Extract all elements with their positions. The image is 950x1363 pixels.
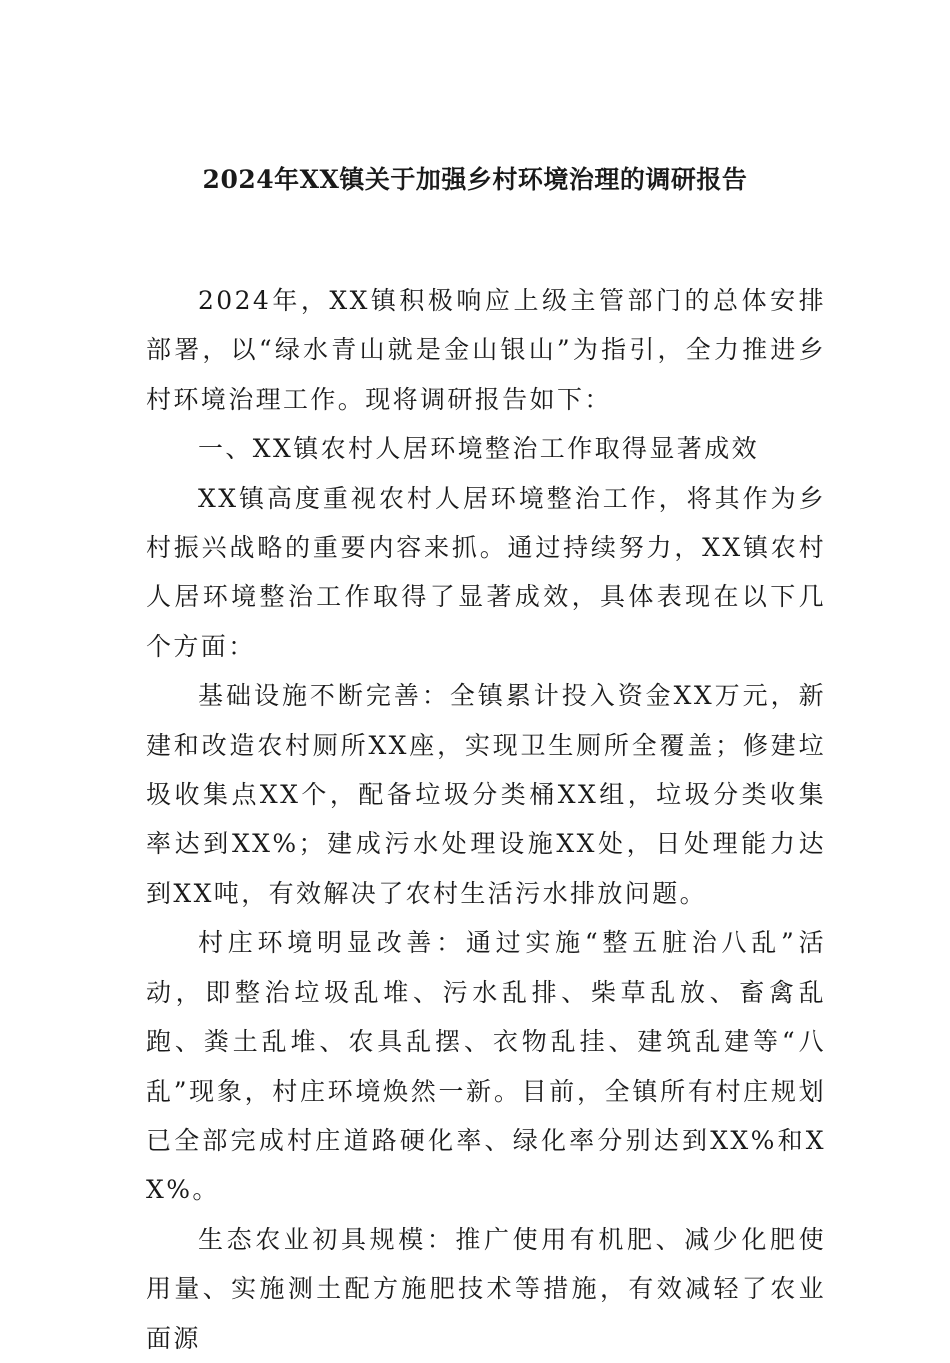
section-heading-1: 一、XX镇农村人居环境整治工作取得显著成效	[198, 434, 759, 464]
paragraph-intro: 2024年，XX镇积极响应上级主管部门的总体安排部署，以“绿水青山就是金山银山”为指引，全力推进乡村环境治理工作。现将调研报告如下：	[146, 286, 826, 414]
document-title: 2024年XX镇关于加强乡村环境治理的调研报告	[202, 165, 748, 194]
paragraph-ecological-agriculture: 生态农业初具规模：推广使用有机肥、减少化肥使用量、实施测土配方施肥技术等措施，有效减轻了农业面源	[146, 1224, 826, 1353]
paragraph-overview: XX镇高度重视农村人居环境整治工作，将其作为乡村振兴战略的重要内容来抓。通过持续努力，XX镇农村人居环境整治工作取得了显著成效，具体表现在以下几个方面：	[146, 483, 826, 661]
paragraph-village-environment: 村庄环境明显改善：通过实施“整五脏治八乱”活动，即整治垃圾乱堆、污水乱排、柴草乱放、畜禽乱跑、粪土乱堆、农具乱摆、衣物乱挂、建筑乱建等“八乱”现象，村庄环境焕然一新。目前，全镇所有村庄规划已全部完成村庄道路硬化率、绿化率分别达到XX%和XX%。	[146, 928, 826, 1205]
paragraph-infrastructure: 基础设施不断完善：全镇累计投入资金XX万元，新建和改造农村厕所XX座，实现卫生厕所全覆盖；修建垃圾收集点XX个，配备垃圾分类桶XX组，垃圾分类收集率达到XX%；建成污水处理设施XX处，日处理能力达到XX吨，有效解决了农村生活污水排放问题。	[146, 681, 826, 908]
document-body	[146, 276, 826, 1363]
